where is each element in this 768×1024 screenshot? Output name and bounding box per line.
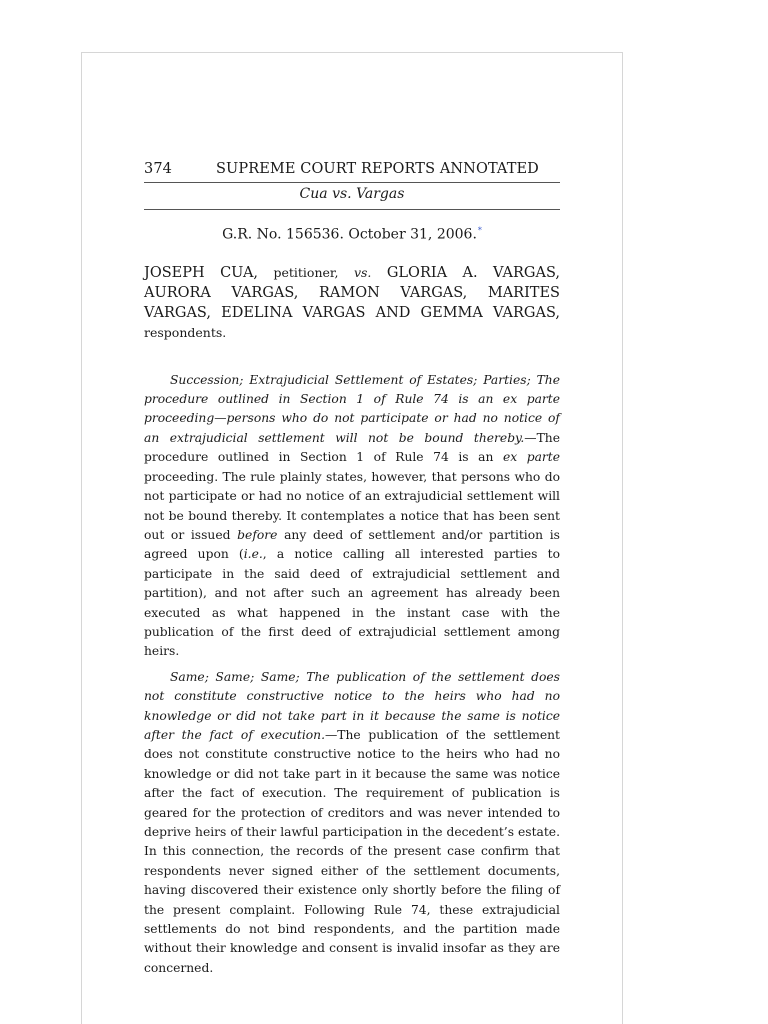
footnote-link[interactable]: * [477,226,482,235]
syllabus-paragraph-2 [144,668,560,979]
headnote-2: Same; Same; Same; The publication of the settlement does not constitute constructive notice to the heirs who had no knowledge or did not take part in it because the same is notice after the fact of execution. [144,669,560,742]
running-title: SUPREME COURT REPORTS ANNOTATED [216,161,539,177]
case-short-title: Cua vs. Vargas [144,183,560,210]
para1-text-4: , a notice calling all interested parties to participate in the said deed of extrajudicial settlement and partition), and not after such an agreement has already been executed as what happened in the instant case with the publication of the first deed of extrajudicial settlement among heirs. [144,547,560,659]
petitioner-name: JOSEPH CUA, [144,264,259,281]
document-page [81,52,623,1024]
respondent-role: respondents. [144,324,227,340]
headnote-1: Succession; Extrajudicial Settlement of Estates; Parties; The procedure outlined in Section 1 of Rule 74 is an ex parte proceeding—persons who do not participate or had no notice of an extrajudicial settlement will not be bound thereby. [144,372,560,445]
petitioner-role: petitioner, [273,264,339,280]
page-content [144,161,560,984]
para1-text-1: —The procedure outlined in Section 1 of Rule 74 is an [144,430,560,465]
para1-italic-ie: i.e. [243,547,263,562]
gr-number-line [144,226,560,243]
para1-text-3: any deed of settlement and/or partition is agreed upon ( [144,527,560,562]
page-number: 374 [144,161,172,177]
case-parties [144,263,560,343]
gr-number: G.R. No. 156536. October 31, 2006. [222,226,477,243]
syllabus-paragraph-1 [144,371,560,662]
para1-italic-ex-parte: ex parte [502,450,561,465]
para2-body: —The publication of the settlement does not constitute constructive notice to the heirs who had no knowledge or did not take part in it because the same was notice after the fact of execution. The requirement of publication is geared for the protection of creditors and was never intended to deprive heirs of their lawful participation in the decedent’s estate. In this connection, the records of the present case confirm that respondents never signed either of the settlement documents, having discovered their existence only shortly before the filing of the present complaint. Following Rule 74, these extrajudicial settlements do not bind respondents, and the partition made without their knowledge and consent is invalid insofar as they are concerned. [144,727,560,975]
versus-label: vs. [353,264,372,280]
page-header [144,161,560,183]
syllabus [144,371,560,979]
para1-italic-before: before [237,527,278,542]
para1-text-2: proceeding. The rule plainly states, however, that persons who do not participate or had no notice of an extrajudicial settlement will not be bound thereby. It contemplates a notice that has been sent out or issued [144,469,560,542]
respondent-names: GLORIA A. VARGAS, AURORA VARGAS, RAMON VARGAS, MARITES VARGAS, EDELINA VARGAS AND GEMMA VARGAS, [144,264,560,321]
